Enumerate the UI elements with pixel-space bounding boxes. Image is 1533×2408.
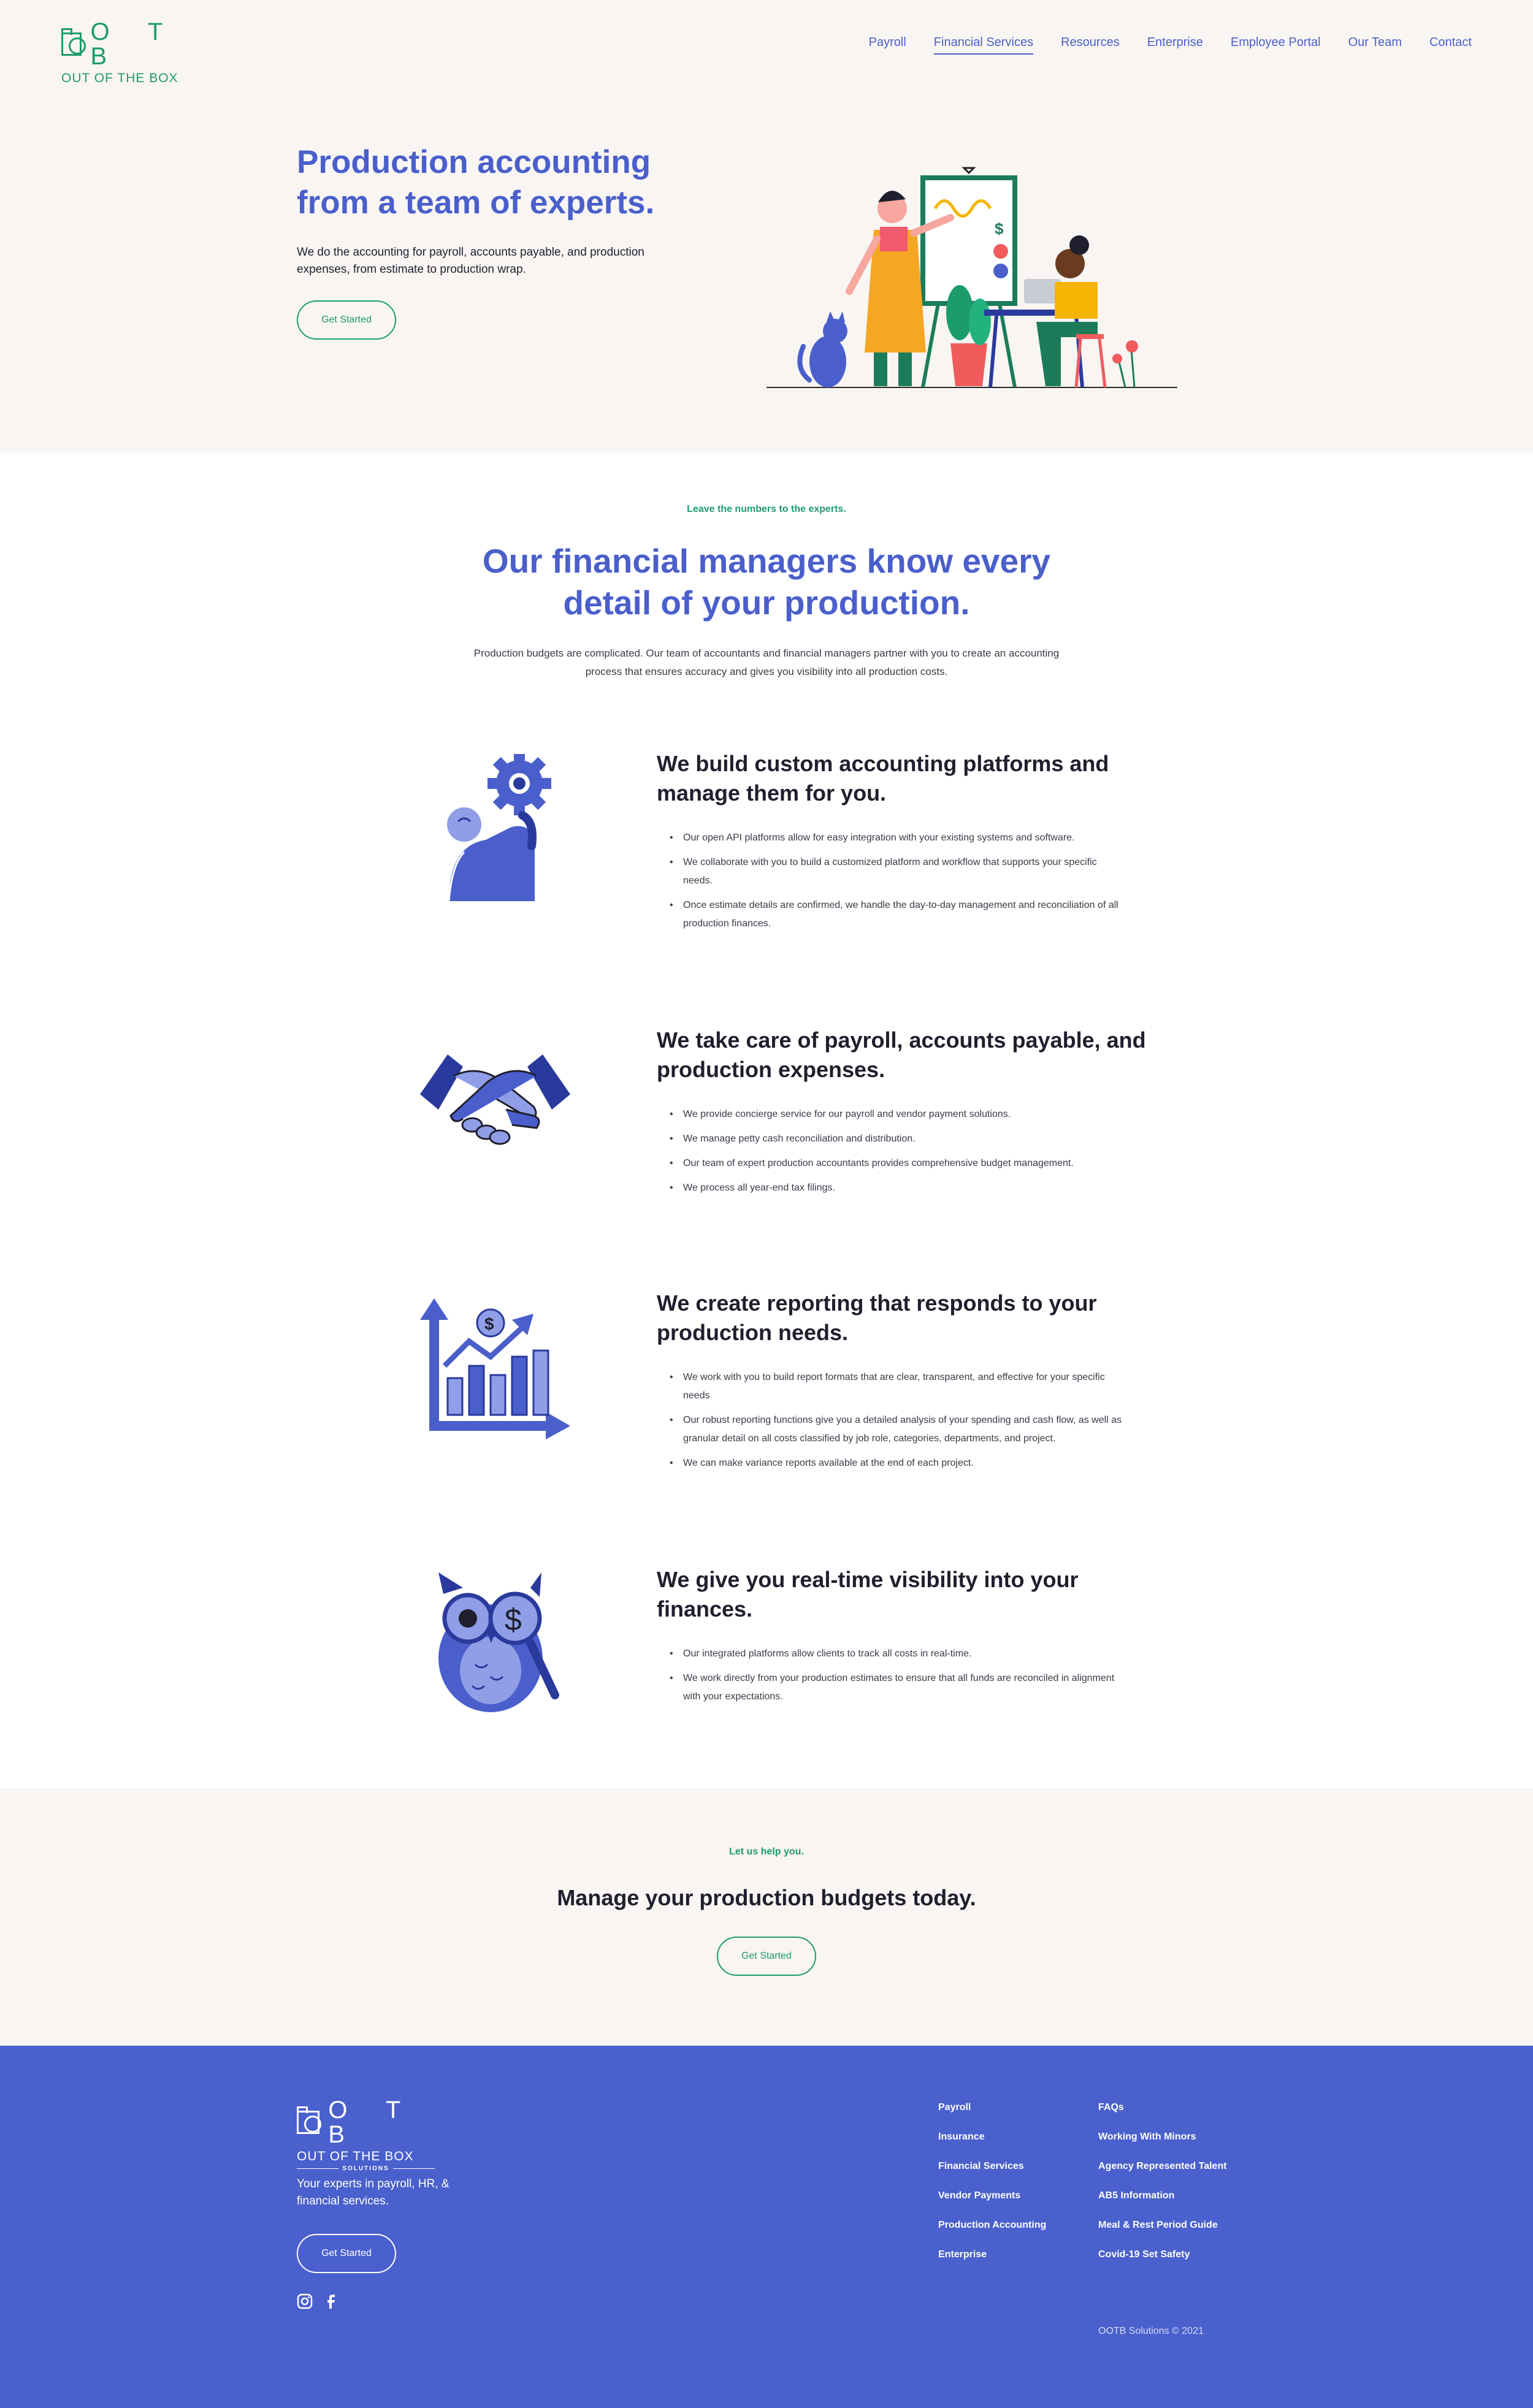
feature-bullet: • We work directly from your production estimates to ensure that all funds are reconciled in alignment with your expectations. (673, 1669, 1127, 1706)
footer-tagline: Your experts in payroll, HR, & financial services. (297, 2177, 449, 2208)
logo-tagline: SOLUTIONS (297, 2165, 435, 2172)
footer-link-working-with-minors[interactable]: Working With Minors (1098, 2132, 1196, 2142)
footer-link-financial-services[interactable]: Financial Services (938, 2161, 1024, 2171)
cta-section (0, 1788, 1533, 2046)
footer-link-payroll[interactable]: Payroll (938, 2102, 971, 2113)
feature-bullet: • Our open API platforms allow for easy integration with your existing systems and software. (673, 829, 1127, 847)
feature-bullet: • Our integrated platforms allow clients to track all costs in real-time. (673, 1645, 1127, 1663)
logo-name: OUT OF THE BOX (297, 2149, 414, 2163)
feature-bullet: • We can make variance reports available at the end of each project. (673, 1454, 1127, 1473)
feature-bullet: • We provide concierge service for our payroll and vendor payment solutions. (673, 1105, 1127, 1124)
logo-letters: O T B (90, 18, 178, 70)
feature-bullets (673, 1105, 1127, 1203)
logo[interactable] (61, 20, 184, 94)
experts-eyebrow: Leave the numbers to the experts. (687, 504, 846, 514)
handshake-icon (420, 1051, 570, 1149)
hero-section (0, 86, 1533, 452)
site-header (0, 0, 1533, 86)
footer-logo[interactable] (297, 2098, 435, 2172)
cta-title: Manage your production budgets today. (557, 1885, 976, 1910)
feature-title: We take care of payroll, accounts payable, and production expenses. (657, 1027, 1146, 1082)
footer-links-services (938, 2100, 1085, 2277)
feature-bullet: • Our robust reporting functions give you a detailed analysis of your spending and cash flow, as well as granular detail on all costs classified by job role, categories, departments, and project. (673, 1411, 1127, 1448)
feature-bullets (673, 829, 1127, 939)
feature-title: We build custom accounting platforms and manage them for you. (657, 751, 1109, 806)
logo-letters: O T B (328, 2097, 416, 2148)
hero-get-started-button[interactable]: Get Started (297, 300, 396, 340)
feature-bullet: • Our team of expert production accountants provides comprehensive budget management. (673, 1154, 1127, 1173)
hero-text: We do the accounting for payroll, accounts payable, and production expenses, from estimate to production wrap. (297, 246, 644, 276)
feature-bullets (673, 1645, 1127, 1712)
hero-title: Production accounting from a team of experts. (297, 144, 655, 221)
growth-chart-icon (420, 1298, 570, 1439)
footer-link-production-accounting[interactable]: Production Accounting (938, 2220, 1047, 2230)
svg-text:$: $ (484, 1314, 494, 1333)
footer-get-started-button[interactable]: Get Started (297, 2234, 396, 2273)
feature-bullet: • We manage petty cash reconciliation and distribution. (673, 1130, 1127, 1148)
logo-mark-icon (297, 2111, 319, 2134)
nav-employee-portal[interactable]: Employee Portal (1230, 36, 1321, 49)
feature-bullet: • We process all year-end tax filings. (673, 1179, 1127, 1197)
experts-title: Our financial managers know every detail of your production. (482, 542, 1051, 622)
gear-person-icon (437, 754, 559, 901)
cta-get-started-button[interactable]: Get Started (717, 1937, 816, 1976)
main-nav (869, 36, 1472, 55)
nav-financial-services[interactable]: Financial Services (934, 36, 1033, 55)
nav-contact[interactable]: Contact (1429, 36, 1472, 49)
footer-link-ab5[interactable]: AB5 Information (1098, 2190, 1175, 2201)
nav-enterprise[interactable]: Enterprise (1147, 36, 1203, 49)
svg-text:$: $ (995, 219, 1004, 238)
feature-title: We give you real-time visibility into your finances. (657, 1567, 1079, 1621)
feature-bullet: • We collaborate with you to build a customized platform and workflow that supports your specific needs. (673, 853, 1127, 890)
feature-bullet: • We work with you to build report formats that are clear, transparent, and effective for your specific needs (673, 1368, 1127, 1405)
copyright: OOTB Solutions © 2021 (1098, 2326, 1204, 2336)
owl-icon (432, 1572, 567, 1713)
facebook-icon[interactable] (323, 2293, 338, 2309)
experts-intro: Production budgets are complicated. Our team of accountants and financial managers partner with you to create an accounting process that ensures accuracy and gives you visibility into all production costs. (473, 647, 1060, 677)
footer-links-resources (1098, 2100, 1245, 2277)
footer-link-meal-rest[interactable]: Meal & Rest Period Guide (1098, 2220, 1218, 2230)
feature-bullets (673, 1368, 1127, 1479)
logo-mark-icon (61, 32, 82, 56)
footer-link-vendor-payments[interactable]: Vendor Payments (938, 2190, 1021, 2201)
team-presentation-illustration (766, 159, 1177, 392)
site-footer (0, 2046, 1533, 2408)
svg-text:$: $ (505, 1602, 522, 1637)
footer-link-faqs[interactable]: FAQs (1098, 2102, 1124, 2113)
footer-link-enterprise[interactable]: Enterprise (938, 2249, 987, 2260)
feature-title: We create reporting that responds to your production needs. (657, 1290, 1097, 1345)
logo-name: OUT OF THE BOX (61, 71, 178, 85)
footer-link-covid[interactable]: Covid-19 Set Safety (1098, 2249, 1190, 2260)
nav-resources[interactable]: Resources (1061, 36, 1120, 49)
nav-payroll[interactable]: Payroll (868, 36, 906, 49)
feature-bullet: • Once estimate details are confirmed, we handle the day-to-day management and reconciliation of all production finances. (673, 896, 1127, 933)
cta-eyebrow: Let us help you. (729, 1846, 804, 1857)
footer-link-agency-talent[interactable]: Agency Represented Talent (1098, 2161, 1227, 2171)
nav-our-team[interactable]: Our Team (1348, 36, 1402, 49)
footer-link-insurance[interactable]: Insurance (938, 2132, 985, 2142)
instagram-icon[interactable] (297, 2293, 313, 2309)
